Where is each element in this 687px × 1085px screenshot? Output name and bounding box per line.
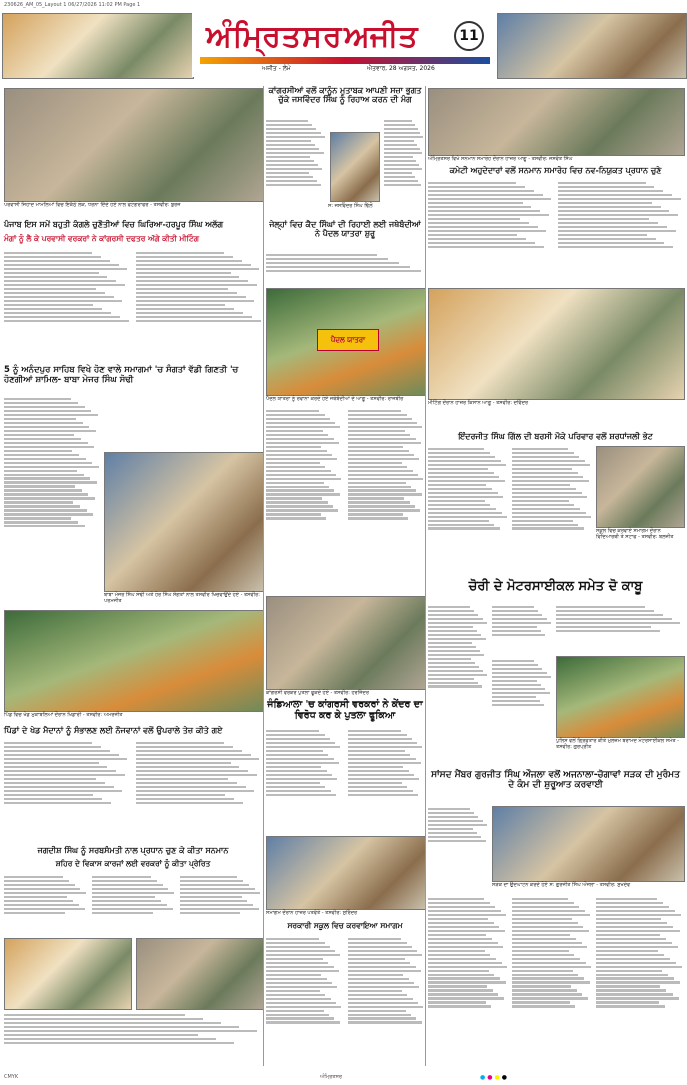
story10-text-col3: [512, 896, 592, 1060]
story8-photo: [556, 656, 685, 738]
story5-text-col2: [348, 408, 424, 572]
story2-text-col1: [266, 118, 326, 218]
story13-caption: ਸੜਕ ਦਾ ਉਦਘਾਟਨ ਕਰਦੇ ਹੋਏ ਸ: ਗੁਰਜੀਤ ਸਿੰਘ ਔਜਲਾ - ਤਸਵੀਰ: ਸੁਖਦੇਵ: [492, 882, 631, 888]
story2-headline: ਕਾਂਗਰਸੀਆਂ ਵਲੋਂ ਕਾਨੂੰਨ ਮੁਤਾਬਕ ਆਪਣੀ ਸਜ਼ਾ ਭੁਗਤ ਚੁੱਕੇ ਜਸਵਿੰਦਰ ਸਿੰਘ ਨੂੰ ਰਿਹਾਅ ਕਰਨ ਦੀ ਮੰਗ: [268, 86, 422, 105]
story9-text-col1: [266, 728, 342, 832]
heritage-monument-image: [497, 13, 687, 79]
story3-caption: ਅੰਮ੍ਰਿਤਸਰ ਵਿਖੇ ਸਨਮਾਨ ਸਮਾਰੋਹ ਦੌਰਾਨ ਹਾਜ਼ਰ ਆਗੂ - ਤਸਵੀਰ: ਜਸਵੰਤ ਸਿੰਘ: [428, 156, 573, 162]
story11-text-col3: [180, 874, 262, 934]
story1-text-col2: [136, 250, 262, 358]
story12-headline: ਸਰਕਾਰੀ ਸਕੂਲ ਵਿਚ ਕਰਵਾਇਆ ਸਮਾਗਮ: [287, 921, 403, 930]
page-number: 11: [454, 21, 484, 51]
story6-headline: ਇੰਦਰਜੀਤ ਸਿੰਘ ਗਿੱਲ ਦੀ ਬਰਸੀ ਮੌਕੇ ਪਰਿਵਾਰ ਵਲੋਂ ਸ਼ਰਧਾਂਜਲੀ ਭੇਟ: [458, 432, 653, 441]
issue-date: ਐਤਵਾਰ, 28 ਅਗਸਤ, 2026: [367, 65, 435, 72]
story13-photo: [492, 806, 685, 882]
story7-caption: ਪਿੰਡ ਵਿਚ ਖੇਡ ਮੁਕਾਬਲਿਆਂ ਦੌਰਾਨ ਖਿਡਾਰੀ - ਤਸਵੀਰ: ਅਮਰਜੀਤ: [4, 712, 123, 718]
story4-headline: 5 ਨੂੰ ਅਨੰਦਪੁਰ ਸਾਹਿਬ ਵਿਖੇ ਹੋਣ ਵਾਲੇ ਸਮਾਗਮਾਂ 'ਚ ਸੰਗਤਾਂ ਵੱਡੀ ਗਿਣਤੀ 'ਚ ਹੋਣਗੀਆਂ ਸ਼ਾਮਿਲ- ਬਾਬਾ ਮੇਜਰ ਸਿੰਘ ਸੋਢੀ: [4, 365, 239, 385]
story1-caption: ਪਰਵਾਸੀ ਜਿਹਾਦ ਮਾਮਲਿਆਂ ਵਿਚ ਇਕੱਠੇ ਲੋਕ, ਧਰਨਾ ਦਿੰਦੇ ਹੋਏ ਨਾਲ ਫੋਟੋਗਰਾਫਰ - ਤਸਵੀਰ: ਬੁਰਜ: [4, 202, 181, 208]
print-slug: 230626_AM_05_Layout 1 06/27/2026 11:02 PM Page 1: [4, 2, 141, 8]
story3-text-col1: [428, 180, 554, 284]
story1-photo: [4, 88, 264, 202]
brand-part2: ਅਜੀਤ: [344, 19, 418, 54]
story3-photo: [428, 88, 685, 156]
masthead-title-area: [192, 13, 497, 77]
story12-text-col2: [348, 936, 424, 1064]
color-registration-marks: ●●●●: [480, 1074, 509, 1081]
story14-photo: [428, 288, 685, 400]
story5-text-col1: [266, 408, 342, 572]
story6-text-col1: [428, 446, 508, 570]
story9-text-col2: [348, 728, 424, 832]
golden-temple-image: [2, 13, 194, 79]
story8-text-col1: [428, 604, 488, 728]
story7-headline: ਪਿੰਡਾਂ ਦੇ ਖੇਡ ਮੈਦਾਨਾਂ ਨੂੰ ਸੰਭਾਲਣ ਲਈ ਨੌਜਵਾਨਾਂ ਵਲੋਂ ਉਪਰਾਲੇ ਤੇਜ਼ ਕੀਤੇ ਗਏ: [4, 726, 223, 735]
story14-caption: ਮੀਟਿੰਗ ਦੌਰਾਨ ਹਾਜ਼ਰ ਕਿਸਾਨ ਆਗੂ - ਤਸਵੀਰ: ਦਵਿੰਦਰ: [428, 400, 529, 406]
story4-caption: ਬਾਬਾ ਮੇਜਰ ਸਿੰਘ ਸੋਢੀ ਅਤੇ ਹੋਰ ਸਿੰਘ ਸੰਗਤਾਂ ਨਾਲ ਤਸਵੀਰ ਖਿਚਵਾਉਂਦੇ ਹੋਏ - ਤਸਵੀਰ: ਪਰਮਜੀਤ: [104, 592, 260, 604]
story9-caption: ਕਾਂਗਰਸੀ ਵਰਕਰ ਪੁਤਲਾ ਫੂਕਦੇ ਹੋਏ - ਤਸਵੀਰ: ਹਰਜਿੰਦਰ: [266, 690, 369, 696]
story7-text-col2: [136, 740, 262, 834]
story12-photo: [266, 836, 426, 910]
edition-label: ਅਜੀਤ - ਲੰਮੇ: [262, 65, 291, 72]
column-rule-1: [263, 86, 264, 1066]
story10-text-col1: [428, 806, 488, 862]
brand-part1: ਅੰਮ੍ਰਿਤਸਰ: [206, 19, 343, 54]
story8-headline: ਚੋਰੀ ਦੇ ਮੋਟਰਸਾਈਕਲ ਸਮੇਤ ਦੋ ਕਾਬੂ: [468, 579, 643, 594]
brand-color-bar: [200, 57, 490, 64]
story11-text-bottom: [4, 1012, 262, 1064]
story8-caption: ਪੁਲਿਸ ਵਲੋਂ ਗ੍ਰਿਫਤਾਰ ਕੀਤੇ ਮੁਲਜ਼ਮ ਬਰਾਮਦ ਮੋਟਰਸਾਈਕਲ ਸਮੇਤ - ਤਸਵੀਰ: ਗੁਰਪ੍ਰੀਤ: [556, 738, 679, 750]
story2-portrait: [330, 132, 380, 202]
story10-text-col2: [428, 896, 508, 1060]
masthead: [0, 13, 687, 83]
story11-headline: ਜਗਦੀਸ਼ ਸਿੰਘ ਨੂੰ ਸਰਬਸੰਮਤੀ ਨਾਲ ਪ੍ਰਧਾਨ ਚੁਣ ਕੇ ਕੀਤਾ ਸਨਮਾਨ: [37, 846, 229, 855]
column-rule-2: [425, 86, 426, 1066]
story12-text-col1: [266, 936, 342, 1064]
footer-section: ਅੰਮ੍ਰਿਤਸਰ: [320, 1074, 342, 1080]
story8-text-col2: [492, 604, 552, 654]
story11-subhead: ਸ਼ਹਿਰ ਦੇ ਵਿਕਾਸ ਕਾਰਜਾਂ ਲਈ ਵਰਕਰਾਂ ਨੂੰ ਕੀਤਾ ਪ੍ਰੇਰਿਤ: [55, 859, 211, 868]
story4-text-col1: [4, 396, 100, 592]
story10-headline: ਸਾਂਸਦ ਮੈਂਬਰ ਗੁਰਜੀਤ ਸਿੰਘ ਔਜਲਾ ਵਲੋਂ ਅਜਨਾਲਾ-ਚੋਗਾਵਾਂ ਸੜਕ ਦੀ ਮੁਰੰਮਤ ਦੇ ਕੰਮ ਦੀ ਸ਼ੁਰੂਆਤ ਕਰਵਾਈ: [431, 770, 680, 791]
banner-pedal-yatra: ਪੈਦਲ ਯਾਤਰਾ: [317, 329, 379, 351]
story5-photo: [266, 288, 426, 396]
story8-text-col3: [556, 604, 683, 650]
story1-subhead: ਮੰਗਾਂ ਨੂੰ ਲੈ ਕੇ ਪਰਵਾਸੀ ਵਰਕਰਾਂ ਨੇ ਕਾਂਗਰਸੀ ਦਫਤਰ ਅੱਗੇ ਕੀਤੀ ਮੀਟਿੰਗ: [4, 234, 199, 243]
story2-text-col2: [384, 118, 424, 218]
story5-caption: ਪੈਦਲ ਯਾਤਰਾ ਨੂੰ ਰਵਾਨਾ ਕਰਦੇ ਹੋਏ ਜਥੇਬੰਦੀਆਂ ਦੇ ਆਗੂ - ਤਸਵੀਰ: ਰਾਜਬੀਰ: [266, 396, 404, 402]
story12-caption: ਸਮਾਗਮ ਦੌਰਾਨ ਹਾਜ਼ਰ ਪਤਵੰਤੇ - ਤਸਵੀਰ: ਸੁਰਿੰਦਰ: [266, 910, 358, 916]
story1-headline: ਪੰਜਾਬ ਇਸ ਸਮੇਂ ਬਹੁਤੀ ਕੰਗਲੇ ਚੁਣੌਤੀਆਂ ਵਿਚ ਘਿਰਿਆ-ਹਰਪੂਰ ਸਿੰਘ ਅਲੱਗ: [4, 220, 224, 229]
story11-photo-left: [4, 938, 132, 1010]
story3-headline: ਕਮੇਟੀ ਅਹੁਦੇਦਾਰਾਂ ਵਲੋਂ ਸਨਮਾਨ ਸਮਾਰੋਹ ਵਿਚ ਨਵ-ਨਿਯੁਕਤ ਪ੍ਰਧਾਨ ਚੁਣੇ: [449, 166, 662, 175]
story5-headline: ਜੇਲ੍ਹਾਂ ਵਿਚ ਕੈਦ ਸਿੰਘਾਂ ਦੀ ਰਿਹਾਈ ਲਈ ਜਥੇਬੰਦੀਆਂ ਨੇ ਪੈਦਲ ਯਾਤਰਾ ਸ਼ੁਰੂ: [269, 220, 421, 239]
story7-text-col1: [4, 740, 130, 834]
story1-text-col1: [4, 250, 130, 358]
story6-caption: ਸਕੂਲ ਵਿਚ ਕਰਵਾਏ ਸਮਾਗਮ ਦੌਰਾਨ ਵਿਦਿਆਰਥੀ ਤੇ ਸਟਾਫ - ਤਸਵੀਰ: ਬਲਜੀਤ: [596, 528, 674, 540]
story9-photo: [266, 596, 426, 690]
story11-text-col2: [92, 874, 176, 934]
story6-photo: [596, 446, 685, 528]
story6-text-col2: [512, 446, 592, 570]
story7-photo: [4, 610, 264, 712]
story4-photo: [104, 452, 264, 592]
story2-caption: ਸ: ਜਸਵਿੰਦਰ ਸਿੰਘ ਢਿੱਲੋਂ: [328, 203, 373, 209]
story3-text-col2: [558, 180, 683, 284]
story9-headline: ਜੰਡਿਆਲਾ 'ਚ ਕਾਂਗਰਸੀ ਵਰਕਰਾਂ ਨੇ ਕੇਂਦਰ ਦਾ ਵਿਰੋਧ ਕਰ ਕੇ ਪੁਤਲਾ ਫੂਕਿਆ: [267, 699, 423, 721]
story9-text-col3: [492, 658, 552, 728]
story11-photo-right: [136, 938, 264, 1010]
story5-text-top: [266, 252, 424, 282]
story10-text-col4: [596, 896, 683, 1060]
footer-cmyk: CMYK: [4, 1074, 19, 1080]
story11-text-col1: [4, 874, 88, 934]
